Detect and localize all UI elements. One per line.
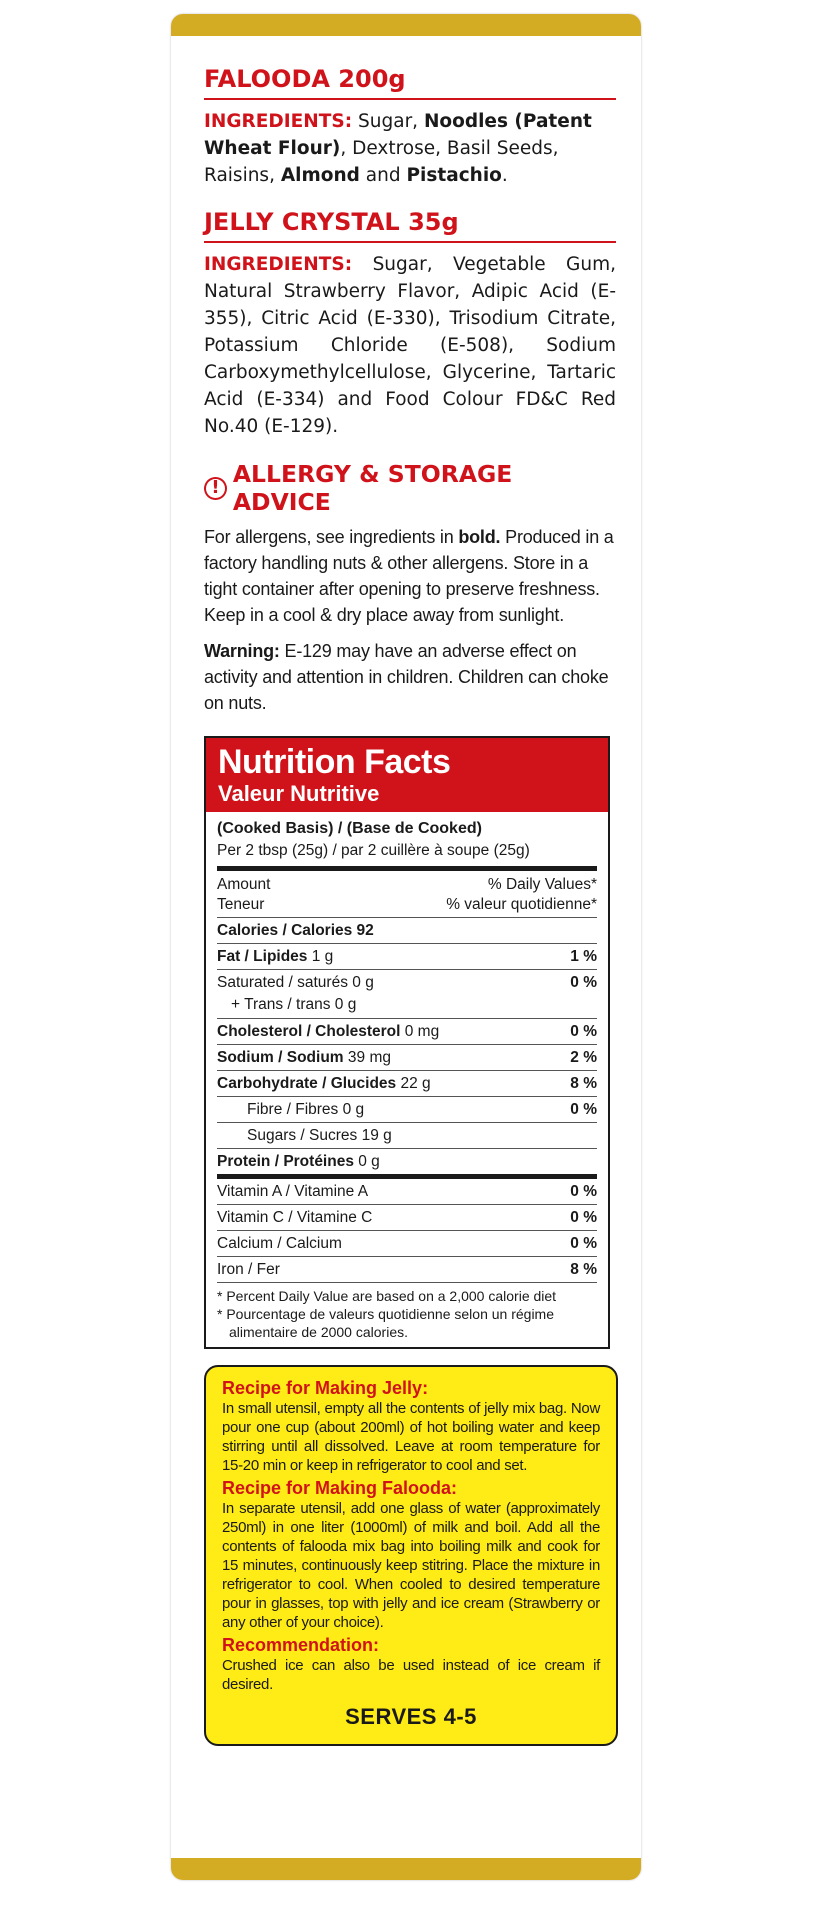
recommendation-title: Recommendation: (222, 1635, 380, 1655)
nutrient-amount: 22 g (396, 1075, 431, 1092)
falooda-title: FALOODA 200g (204, 64, 616, 100)
nutrient-amount: 1 g (307, 948, 334, 965)
nutrient-row-fibre (217, 1096, 597, 1122)
jelly-ingredients-label: INGREDIENTS: (204, 254, 353, 275)
vitamin-row (217, 1204, 597, 1230)
vitamin-dv: 8 % (570, 1261, 597, 1278)
vitamin-label: Iron / Fer (217, 1261, 280, 1278)
nutrient-row-protein (217, 1148, 597, 1174)
ing-allergen: Pistachio (406, 165, 502, 186)
ing-part: Sugar, (352, 111, 424, 132)
trans-label: + Trans / trans 0 g (231, 996, 357, 1013)
ing-allergen: Noodles (Patent Wheat Flour) (204, 111, 592, 159)
footnote-fr: * Pourcentage de valeurs quotidienne selon un régime alimentaire de 2000 calories. (217, 1306, 555, 1340)
nutrient-label: Sugars / Sucres 19 g (247, 1127, 392, 1144)
serving-size: Per 2 tbsp (25g) / par 2 cuillère à soupe (25g) (217, 840, 597, 871)
allergy-text-a: For allergens, see ingredients in (204, 527, 459, 547)
nutrient-dv: 2 % (570, 1049, 597, 1066)
vitamin-dv: 0 % (570, 1209, 597, 1226)
vitamin-row (217, 1256, 597, 1282)
jelly-title: JELLY CRYSTAL 35g (204, 207, 616, 243)
nutrient-amount: 0 g (353, 1153, 380, 1170)
nutrient-row-sugars (217, 1122, 597, 1148)
dv-label-en: % Daily Values* (487, 876, 597, 893)
nutrient-amount: 0 mg (400, 1023, 440, 1040)
warning-label: Warning: (204, 641, 280, 661)
dv-label-fr: % valeur quotidienne* (446, 896, 597, 913)
nutrition-basis: (Cooked Basis) / (Base de Cooked) (217, 820, 482, 837)
vitamin-label: Vitamin A / Vitamine A (217, 1183, 369, 1200)
saturated-label: Saturated / saturés 0 g (217, 974, 374, 991)
falooda-recipe-text: In separate utensil, add one glass of water (approximately 250ml) in one liter (1000ml) of milk and boil. Add all the contents of falooda mix bag into boiling milk and cook for 15 minutes, continuously keep stitring. Place the mixture in refrigerator to cool. When cooled to desired temperature pour in glasses, top with jelly and ice cream (Strawberry or any other of your choice). (222, 1500, 600, 1631)
amount-label-en: Amount (217, 876, 271, 893)
nutrition-header (206, 738, 608, 812)
allergy-heading (204, 460, 616, 516)
ing-allergen: Almond (280, 165, 360, 186)
amount-header (217, 871, 597, 917)
nutrient-label: Carbohydrate / Glucides (217, 1075, 397, 1092)
vitamin-label: Vitamin C / Vitamine C (217, 1209, 373, 1226)
jelly-recipe-title: Recipe for Making Jelly: (222, 1378, 429, 1398)
jelly-recipe-text: In small utensil, empty all the contents of jelly mix bag. Now pour one cup (about 200ml) of hot boiling water and keep stirring until all dissolved. Leave at room temperature for 15-20 min or keep in refrigerator to cool and set. (222, 1400, 600, 1474)
ing-part: , Dextrose, Basil Seeds, Raisins, (204, 138, 559, 186)
nutrient-amount: 39 mg (343, 1049, 391, 1066)
nutrient-row-saturated (217, 969, 597, 1018)
nutrient-label: Fat / Lipides (217, 948, 308, 965)
nutrient-label: Sodium / Sodium (217, 1049, 344, 1066)
nutrient-row-carbohydrate (217, 1070, 597, 1096)
vitamin-dv: 0 % (570, 1235, 597, 1252)
vitamin-dv: 0 % (570, 1183, 597, 1200)
vitamin-row (217, 1230, 597, 1256)
nutrient-row-sodium (217, 1044, 597, 1070)
vitamin-row (217, 1174, 597, 1204)
ing-part: and (359, 165, 407, 186)
alert-circle-icon: ! (204, 477, 227, 500)
nutrient-row-fat (217, 943, 597, 969)
nutrient-dv: 8 % (570, 1075, 597, 1092)
allergy-text-c: Produced in a factory handling nuts & other allergens. Store in a tight container after opening to preserve freshness. Keep in a cool & dry place away from sunlight. (204, 527, 614, 625)
jelly-ingredients (204, 251, 616, 440)
allergy-title: ALLERGY & STORAGE ADVICE (232, 460, 513, 516)
nutrition-footnote (217, 1282, 597, 1341)
recommendation-text: Crushed ice can also be used instead of ice cream if desired. (222, 1657, 600, 1693)
bottom-gold-band (171, 1858, 641, 1880)
nutrition-title: Nutrition Facts (218, 743, 451, 781)
nutrient-dv: 0 % (570, 1101, 597, 1118)
allergy-text-bold: bold. (458, 527, 501, 547)
nutrient-dv: 0 % (570, 1023, 597, 1040)
top-gold-band (171, 14, 641, 36)
falooda-recipe-title: Recipe for Making Falooda: (222, 1478, 458, 1498)
serves-label: SERVES 4-5 (345, 1704, 477, 1729)
calories-label: Calories / Calories 92 (217, 922, 374, 939)
falooda-ingredients (204, 108, 616, 189)
nutrient-label: Fibre / Fibres 0 g (247, 1101, 365, 1118)
nutrition-body (206, 812, 608, 1347)
nutrition-facts-table (204, 736, 610, 1349)
panel-content (204, 64, 616, 1746)
recipe-box (204, 1365, 618, 1746)
nutrient-dv: 0 % (570, 974, 597, 991)
package-panel (171, 14, 641, 1880)
nutrient-dv: 1 % (570, 948, 597, 965)
nutrition-subtitle: Valeur Nutritive (218, 781, 380, 806)
warning-body: E-129 may have an adverse effect on activity and attention in children. Children can choke on nuts. (204, 641, 609, 713)
falooda-ingredients-label: INGREDIENTS: (204, 111, 353, 132)
ing-part: . (501, 165, 508, 186)
nutrient-row-cholesterol (217, 1018, 597, 1044)
nutrient-label: Protein / Protéines (217, 1153, 354, 1170)
allergy-text (204, 524, 616, 628)
amount-label-fr: Teneur (217, 896, 265, 913)
nutrient-label: Cholesterol / Cholesterol (217, 1023, 401, 1040)
vitamin-label: Calcium / Calcium (217, 1235, 342, 1252)
footnote-en: * Percent Daily Value are based on a 2,000 calorie diet (217, 1288, 557, 1304)
warning-text (204, 638, 616, 716)
jelly-ingredients-text: Sugar, Vegetable Gum, Natural Strawberry Flavor, Adipic Acid (E-355), Citric Acid (E-330), Trisodium Citrate, Potassium Chloride (E-508), Sodium Carboxymethylcellulose, Glycerine, Tartaric Acid (E-334) and Food Colour FD&C Red No.40 (E-129). (204, 254, 616, 437)
nutrient-row-calories (217, 917, 597, 943)
